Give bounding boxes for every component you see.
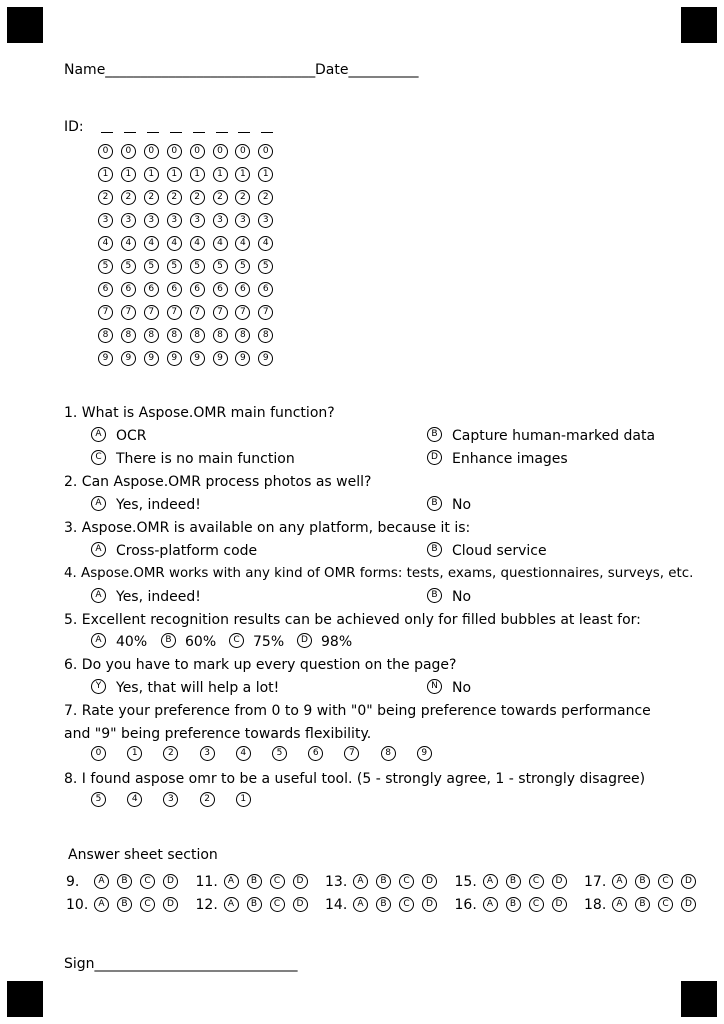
id-bubble[interactable]: 9: [98, 351, 113, 366]
q1-bubble-a[interactable]: A: [91, 427, 106, 442]
id-bubble[interactable]: 2: [121, 190, 136, 205]
answer-bubble-b[interactable]: B: [506, 897, 521, 912]
question-7-text-line-1: 7. Rate your preference from 0 to 9 with "0" being preference towards performance: [64, 703, 651, 719]
answer-bubble-b[interactable]: B: [635, 897, 650, 912]
id-bubble[interactable]: 4: [121, 236, 136, 251]
answer-bubble-d[interactable]: D: [422, 897, 437, 912]
answer-item-number: 16.: [454, 897, 477, 913]
answer-bubble-c[interactable]: C: [529, 897, 544, 912]
q7-bubble[interactable]: 2: [163, 746, 178, 761]
answer-bubble-a[interactable]: A: [224, 874, 239, 889]
id-bubble[interactable]: 6: [167, 282, 182, 297]
q5-option-d-label: 98%: [321, 634, 353, 650]
answer-bubble-a[interactable]: A: [94, 897, 109, 912]
question-7-text-line-2: and "9" being preference towards flexibility.: [64, 726, 372, 742]
answer-bubble-d[interactable]: D: [163, 897, 178, 912]
question-2-text: 2. Can Aspose.OMR process photos as well?: [64, 474, 372, 490]
id-bubble[interactable]: 7: [144, 305, 159, 320]
answer-bubble-d[interactable]: D: [681, 874, 696, 889]
answer-bubble-b[interactable]: B: [506, 874, 521, 889]
q7-bubble[interactable]: 9: [417, 746, 432, 761]
id-digit-blank: [238, 132, 250, 133]
answer-bubble-a[interactable]: A: [612, 874, 627, 889]
id-digit-blank: [170, 132, 182, 133]
id-bubble[interactable]: 3: [190, 213, 205, 228]
id-bubble[interactable]: 4: [213, 236, 228, 251]
id-bubble[interactable]: 4: [190, 236, 205, 251]
id-bubble[interactable]: 7: [258, 305, 273, 320]
id-bubble[interactable]: 8: [144, 328, 159, 343]
answer-bubble-c[interactable]: C: [270, 874, 285, 889]
q6-option-y-label: Yes, that will help a lot!: [116, 680, 280, 696]
q3-option-b-label: Cloud service: [452, 543, 547, 559]
id-bubble[interactable]: 8: [167, 328, 182, 343]
q1-option-a-label: OCR: [116, 428, 147, 444]
q1-bubble-c[interactable]: C: [91, 450, 106, 465]
q1-option-b-label: Capture human-marked data: [452, 428, 656, 444]
answer-bubble-b[interactable]: B: [635, 874, 650, 889]
id-bubble[interactable]: 2: [190, 190, 205, 205]
answer-bubble-a[interactable]: A: [483, 874, 498, 889]
answer-bubble-b[interactable]: B: [247, 874, 262, 889]
question-6-text: 6. Do you have to mark up every question on the page?: [64, 657, 457, 673]
q3-bubble-b[interactable]: B: [427, 542, 442, 557]
answer-bubble-d[interactable]: D: [552, 874, 567, 889]
q7-bubble[interactable]: 1: [127, 746, 142, 761]
id-bubble[interactable]: 6: [144, 282, 159, 297]
answer-bubble-a[interactable]: A: [94, 874, 109, 889]
answer-bubble-a[interactable]: A: [224, 897, 239, 912]
q6-option-n-label: No: [452, 680, 472, 696]
id-digit-blank: [216, 132, 228, 133]
id-bubble[interactable]: 6: [258, 282, 273, 297]
id-bubble[interactable]: 3: [98, 213, 113, 228]
answer-bubble-d[interactable]: D: [163, 874, 178, 889]
q8-bubble[interactable]: 4: [127, 792, 142, 807]
q1-option-c-label: There is no main function: [116, 451, 295, 467]
question-4-text: 4. Aspose.OMR works with any kind of OMR forms: tests, exams, questionnaires, surveys, etc.: [64, 566, 694, 581]
answer-bubble-a[interactable]: A: [353, 897, 368, 912]
id-bubble[interactable]: 0: [258, 144, 273, 159]
q7-bubble[interactable]: 4: [236, 746, 251, 761]
q4-option-b-label: No: [452, 589, 472, 605]
id-bubble[interactable]: 1: [121, 167, 136, 182]
id-bubble[interactable]: 9: [213, 351, 228, 366]
q5-bubble-a[interactable]: A: [91, 633, 106, 648]
q8-bubble[interactable]: 3: [163, 792, 178, 807]
answer-bubble-c[interactable]: C: [399, 874, 414, 889]
answer-bubble-d[interactable]: D: [422, 874, 437, 889]
answer-item-number: 15.: [454, 874, 477, 890]
answer-bubble-a[interactable]: A: [353, 874, 368, 889]
answer-item-number: 12.: [195, 897, 218, 913]
answer-bubble-b[interactable]: B: [117, 897, 132, 912]
id-bubble[interactable]: 6: [235, 282, 250, 297]
q5-option-c-label: 75%: [253, 634, 285, 650]
id-bubble[interactable]: 5: [235, 259, 250, 274]
q5-bubble-b[interactable]: B: [161, 633, 176, 648]
id-bubble[interactable]: 2: [213, 190, 228, 205]
q2-bubble-b[interactable]: B: [427, 496, 442, 511]
answer-item-number: 14.: [325, 897, 348, 913]
q2-bubble-a[interactable]: A: [91, 496, 106, 511]
registration-mark-bottom-right: [681, 981, 717, 1017]
id-bubble[interactable]: 6: [213, 282, 228, 297]
q7-bubble[interactable]: 5: [272, 746, 287, 761]
id-bubble[interactable]: 1: [258, 167, 273, 182]
id-bubble[interactable]: 0: [213, 144, 228, 159]
answer-bubble-c[interactable]: C: [529, 874, 544, 889]
answer-bubble-a[interactable]: A: [483, 897, 498, 912]
name-field[interactable]: Name______________________________: [64, 62, 316, 78]
id-bubble[interactable]: 1: [167, 167, 182, 182]
q3-bubble-a[interactable]: A: [91, 542, 106, 557]
answer-item-number: 17.: [584, 874, 607, 890]
id-bubble[interactable]: 0: [98, 144, 113, 159]
q4-bubble-a[interactable]: A: [91, 588, 106, 603]
id-bubble[interactable]: 0: [121, 144, 136, 159]
id-bubble[interactable]: 3: [121, 213, 136, 228]
q8-bubble[interactable]: 5: [91, 792, 106, 807]
q1-bubble-b[interactable]: B: [427, 427, 442, 442]
id-bubble[interactable]: 4: [98, 236, 113, 251]
answer-bubble-c[interactable]: C: [140, 897, 155, 912]
id-digit-blank: [261, 132, 273, 133]
id-bubble[interactable]: 2: [258, 190, 273, 205]
id-label: ID:: [64, 119, 84, 135]
id-bubble[interactable]: 5: [98, 259, 113, 274]
id-bubble[interactable]: 5: [213, 259, 228, 274]
id-bubble[interactable]: 8: [258, 328, 273, 343]
id-bubble[interactable]: 8: [98, 328, 113, 343]
answer-bubble-a[interactable]: A: [612, 897, 627, 912]
id-bubble[interactable]: 9: [190, 351, 205, 366]
q4-bubble-b[interactable]: B: [427, 588, 442, 603]
registration-mark-bottom-left: [7, 981, 43, 1017]
id-bubble[interactable]: 1: [190, 167, 205, 182]
id-bubble[interactable]: 0: [144, 144, 159, 159]
id-bubble[interactable]: 5: [144, 259, 159, 274]
id-digit-blank: [101, 132, 113, 133]
id-bubble[interactable]: 5: [167, 259, 182, 274]
question-8-text: 8. I found aspose omr to be a useful tool. (5 - strongly agree, 1 - strongly disagree): [64, 771, 646, 787]
id-bubble[interactable]: 9: [144, 351, 159, 366]
id-bubble[interactable]: 4: [167, 236, 182, 251]
answer-bubble-d[interactable]: D: [293, 874, 308, 889]
answer-item-number: 9.: [66, 874, 80, 890]
id-bubble[interactable]: 3: [167, 213, 182, 228]
id-bubble[interactable]: 3: [235, 213, 250, 228]
id-bubble[interactable]: 7: [213, 305, 228, 320]
question-5-text: 5. Excellent recognition results can be achieved only for filled bubbles at least for:: [64, 612, 641, 628]
id-bubble[interactable]: 1: [98, 167, 113, 182]
q7-bubble[interactable]: 0: [91, 746, 106, 761]
id-bubble[interactable]: 6: [121, 282, 136, 297]
id-bubble[interactable]: 0: [235, 144, 250, 159]
id-digit-blank: [193, 132, 205, 133]
answer-bubble-b[interactable]: B: [247, 897, 262, 912]
id-bubble[interactable]: 8: [213, 328, 228, 343]
q6-bubble-n[interactable]: N: [427, 679, 442, 694]
q4-option-a-label: Yes, indeed!: [116, 589, 201, 605]
id-bubble[interactable]: 4: [258, 236, 273, 251]
id-bubble[interactable]: 3: [258, 213, 273, 228]
id-bubble[interactable]: 7: [167, 305, 182, 320]
q1-bubble-d[interactable]: D: [427, 450, 442, 465]
q3-option-a-label: Cross-platform code: [116, 543, 258, 559]
id-bubble[interactable]: 5: [258, 259, 273, 274]
q8-bubble[interactable]: 1: [236, 792, 251, 807]
answer-bubble-c[interactable]: C: [658, 874, 673, 889]
q5-option-a-label: 40%: [116, 634, 148, 650]
q5-option-b-label: 60%: [185, 634, 217, 650]
id-bubble[interactable]: 4: [235, 236, 250, 251]
q5-bubble-d[interactable]: D: [297, 633, 312, 648]
answer-bubble-c[interactable]: C: [658, 897, 673, 912]
id-bubble[interactable]: 5: [121, 259, 136, 274]
q7-bubble[interactable]: 7: [344, 746, 359, 761]
id-bubble[interactable]: 0: [190, 144, 205, 159]
q7-bubble[interactable]: 6: [308, 746, 323, 761]
q7-bubble[interactable]: 3: [200, 746, 215, 761]
id-bubble[interactable]: 2: [144, 190, 159, 205]
id-bubble[interactable]: 9: [121, 351, 136, 366]
id-bubble[interactable]: 8: [190, 328, 205, 343]
answer-bubble-d[interactable]: D: [681, 897, 696, 912]
answer-bubble-b[interactable]: B: [376, 874, 391, 889]
id-bubble[interactable]: 4: [144, 236, 159, 251]
registration-mark-top-left: [7, 7, 43, 43]
id-digit-blank: [147, 132, 159, 133]
id-bubble[interactable]: 7: [235, 305, 250, 320]
id-bubble[interactable]: 0: [167, 144, 182, 159]
id-bubble[interactable]: 8: [235, 328, 250, 343]
answer-bubble-d[interactable]: D: [293, 897, 308, 912]
registration-mark-top-right: [681, 7, 717, 43]
answer-item-number: 10.: [66, 897, 89, 913]
answer-bubble-c[interactable]: C: [140, 874, 155, 889]
answer-bubble-d[interactable]: D: [552, 897, 567, 912]
answer-bubble-c[interactable]: C: [270, 897, 285, 912]
q5-bubble-c[interactable]: C: [229, 633, 244, 648]
date-field[interactable]: Date__________: [315, 62, 419, 78]
id-bubble[interactable]: 1: [144, 167, 159, 182]
id-bubble[interactable]: 1: [235, 167, 250, 182]
id-bubble[interactable]: 8: [121, 328, 136, 343]
id-bubble[interactable]: 9: [258, 351, 273, 366]
id-bubble[interactable]: 2: [98, 190, 113, 205]
id-bubble[interactable]: 9: [235, 351, 250, 366]
q7-bubble[interactable]: 8: [381, 746, 396, 761]
id-bubble[interactable]: 5: [190, 259, 205, 274]
id-bubble[interactable]: 7: [190, 305, 205, 320]
id-bubble[interactable]: 2: [167, 190, 182, 205]
id-digit-blank: [124, 132, 136, 133]
answer-bubble-b[interactable]: B: [117, 874, 132, 889]
id-bubble[interactable]: 7: [121, 305, 136, 320]
id-bubble[interactable]: 9: [167, 351, 182, 366]
id-bubble[interactable]: 6: [98, 282, 113, 297]
q1-option-d-label: Enhance images: [452, 451, 568, 467]
answer-bubble-b[interactable]: B: [376, 897, 391, 912]
answer-sheet-title: Answer sheet section: [68, 847, 218, 863]
q8-bubble[interactable]: 2: [200, 792, 215, 807]
answer-item-number: 18.: [584, 897, 607, 913]
id-bubble[interactable]: 2: [235, 190, 250, 205]
q2-option-b-label: No: [452, 497, 472, 513]
question-1-text: 1. What is Aspose.OMR main function?: [64, 405, 335, 421]
answer-item-number: 13.: [325, 874, 348, 890]
id-bubble[interactable]: 3: [213, 213, 228, 228]
id-bubble[interactable]: 7: [98, 305, 113, 320]
question-3-text: 3. Aspose.OMR is available on any platform, because it is:: [64, 520, 471, 536]
id-bubble[interactable]: 6: [190, 282, 205, 297]
answer-item-number: 11.: [195, 874, 218, 890]
id-bubble[interactable]: 1: [213, 167, 228, 182]
sign-field[interactable]: Sign_____________________________: [64, 956, 298, 972]
answer-bubble-c[interactable]: C: [399, 897, 414, 912]
q2-option-a-label: Yes, indeed!: [116, 497, 201, 513]
q6-bubble-y[interactable]: Y: [91, 679, 106, 694]
id-bubble[interactable]: 3: [144, 213, 159, 228]
